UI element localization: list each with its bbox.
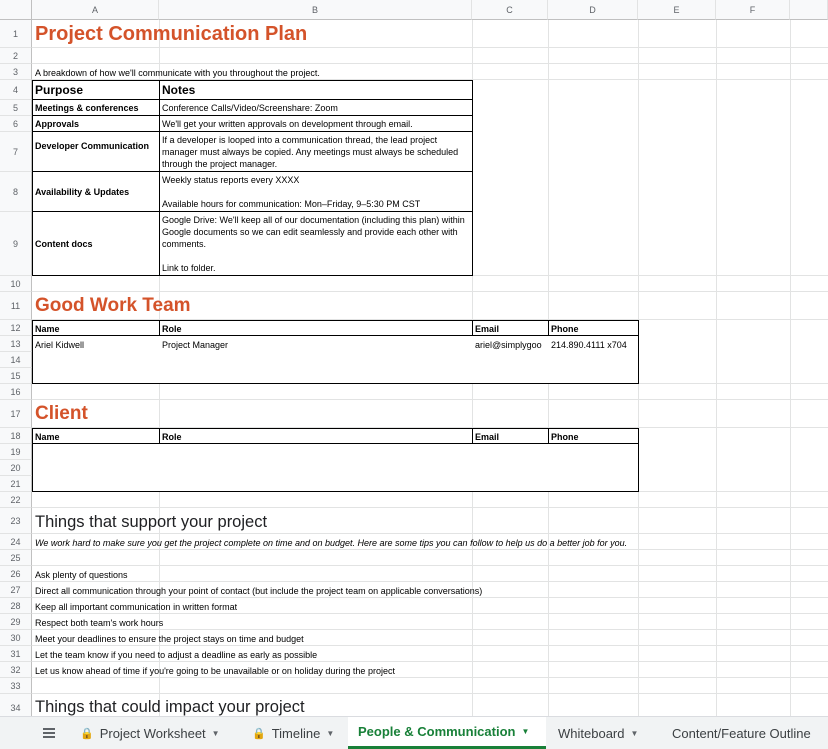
support-tip: Let the team know if you need to adjust a deadline as early as possible [35, 650, 318, 660]
row-header[interactable]: 2 [0, 48, 32, 64]
client-section-title: Client [35, 403, 88, 424]
row-header[interactable]: 26 [0, 566, 32, 582]
row-header[interactable]: 19 [0, 444, 32, 460]
support-section-title: Things that support your project [35, 513, 268, 531]
comm-notes: Conference Calls/Video/Screenshare: Zoom [162, 103, 338, 113]
row-header[interactable]: 20 [0, 460, 32, 476]
support-tip: Ask plenty of questions [35, 570, 128, 580]
row-header[interactable]: 5 [0, 100, 32, 116]
tab-label: Content/Feature Outline [672, 725, 811, 741]
row-header[interactable]: 30 [0, 630, 32, 646]
select-all-corner[interactable] [0, 0, 32, 20]
tab-people-communication[interactable] [348, 717, 546, 749]
client-header-role: Role [162, 432, 182, 442]
client-header-phone: Phone [551, 432, 579, 442]
column-header-b[interactable]: B [159, 0, 472, 20]
row-header[interactable]: 34 [0, 694, 32, 716]
page-title: Project Communication Plan [35, 23, 308, 45]
tab-label: Whiteboard [558, 725, 625, 741]
column-header-e[interactable]: E [638, 0, 716, 20]
impact-section-title: Things that could impact your project [35, 698, 305, 716]
tab-label: Timeline [271, 725, 321, 741]
comm-header-purpose: Purpose [35, 84, 84, 96]
tab-whiteboard[interactable] [548, 717, 658, 749]
row-header[interactable]: 33 [0, 678, 32, 694]
row-header[interactable]: 23 [0, 508, 32, 534]
team-header-phone: Phone [551, 324, 579, 334]
row-header[interactable]: 16 [0, 384, 32, 400]
chevron-down-icon[interactable]: ▼ [521, 727, 530, 736]
comm-notes-extra: Available hours for communication: Mon–Friday, 9–5:30 PM CST [162, 199, 421, 209]
row-header[interactable]: 17 [0, 400, 32, 428]
team-section-title: Good Work Team [35, 295, 191, 316]
chevron-down-icon[interactable]: ▼ [211, 728, 220, 738]
row-header[interactable]: 14 [0, 352, 32, 368]
row-header[interactable]: 32 [0, 662, 32, 678]
row-header[interactable]: 1 [0, 20, 32, 48]
team-member-phone: 214.890.4111 x704 [551, 340, 627, 350]
intro-text: A breakdown of how we'll communicate with you throughout the project. [35, 68, 320, 78]
row-header[interactable]: 22 [0, 492, 32, 508]
column-header-f[interactable]: F [716, 0, 790, 20]
comm-notes: If a developer is looped into a communication thread, the lead project manager must always be copied. Any meetings must always be scheduled through the project manager. [162, 135, 459, 169]
team-member-name: Ariel Kidwell [35, 340, 85, 350]
row-header[interactable]: 28 [0, 598, 32, 614]
comm-purpose: Approvals [35, 119, 80, 129]
team-header-email: Email [475, 324, 500, 334]
row-header[interactable]: 12 [0, 320, 32, 336]
comm-purpose: Meetings & conferences [35, 103, 139, 113]
support-tip: Direct all communication through your point of contact (but include the project team on applicable conversations) [35, 586, 483, 596]
folder-link[interactable]: Link to folder. [162, 263, 216, 273]
comm-purpose: Availability & Updates [35, 187, 130, 197]
row-header[interactable]: 9 [0, 212, 32, 276]
team-member-role: Project Manager [162, 340, 229, 350]
comm-purpose: Content docs [35, 239, 93, 249]
row-header[interactable]: 7 [0, 132, 32, 172]
comm-header-notes: Notes [162, 84, 196, 96]
column-header-a[interactable]: A [32, 0, 159, 20]
row-header[interactable]: 3 [0, 64, 32, 80]
tab-label: People & Communication [358, 724, 516, 739]
column-header-c[interactable]: C [472, 0, 548, 20]
team-member-email: ariel@simplygoo [475, 340, 542, 350]
comm-notes: Google Drive: We'll keep all of our documentation (including this plan) within Google documents so we can edit seamlessly and provide each other with comments. [162, 215, 465, 249]
team-header-role: Role [162, 324, 182, 334]
chevron-down-icon[interactable]: ▼ [630, 728, 639, 738]
row-header[interactable]: 31 [0, 646, 32, 662]
row-header[interactable]: 18 [0, 428, 32, 444]
support-tip: Meet your deadlines to ensure the project stays on time and budget [35, 634, 304, 644]
lock-icon: 🔒 [80, 727, 94, 740]
comm-notes: We'll get your written approvals on development through email. [162, 119, 413, 129]
lock-icon: 🔒 [252, 727, 266, 740]
support-tip: Respect both team's work hours [35, 618, 164, 628]
row-header[interactable]: 21 [0, 476, 32, 492]
row-header[interactable]: 24 [0, 534, 32, 550]
column-header-g[interactable] [790, 0, 828, 20]
row-header[interactable]: 6 [0, 116, 32, 132]
chevron-down-icon[interactable]: ▼ [326, 728, 335, 738]
row-header[interactable]: 10 [0, 276, 32, 292]
team-header-name: Name [35, 324, 60, 334]
row-header[interactable]: 11 [0, 292, 32, 320]
client-header-email: Email [475, 432, 500, 442]
tab-label: Project Worksheet [99, 725, 206, 741]
row-header[interactable]: 8 [0, 172, 32, 212]
row-header[interactable]: 15 [0, 368, 32, 384]
support-intro: We work hard to make sure you get the project complete on time and on budget. Here are some tips you can follow to help us do a better job for you. [35, 538, 628, 548]
comm-purpose: Developer Communication [35, 141, 150, 151]
all-sheets-menu-icon[interactable] [32, 717, 66, 749]
row-header[interactable]: 4 [0, 80, 32, 100]
tab-timeline[interactable] [242, 717, 346, 749]
tab-project-worksheet[interactable] [70, 717, 240, 749]
sheet-tabs-bar [0, 716, 828, 749]
row-header[interactable]: 27 [0, 582, 32, 598]
client-header-name: Name [35, 432, 60, 442]
tab-content-feature-outline[interactable] [662, 717, 828, 749]
row-header[interactable]: 13 [0, 336, 32, 352]
comm-notes: Weekly status reports every XXXX [162, 175, 300, 185]
column-header-d[interactable]: D [548, 0, 638, 20]
row-header[interactable]: 29 [0, 614, 32, 630]
row-header[interactable]: 25 [0, 550, 32, 566]
support-tip: Let us know ahead of time if you're going to be unavailable or on holiday during the project [35, 666, 395, 676]
support-tip: Keep all important communication in written format [35, 602, 238, 612]
